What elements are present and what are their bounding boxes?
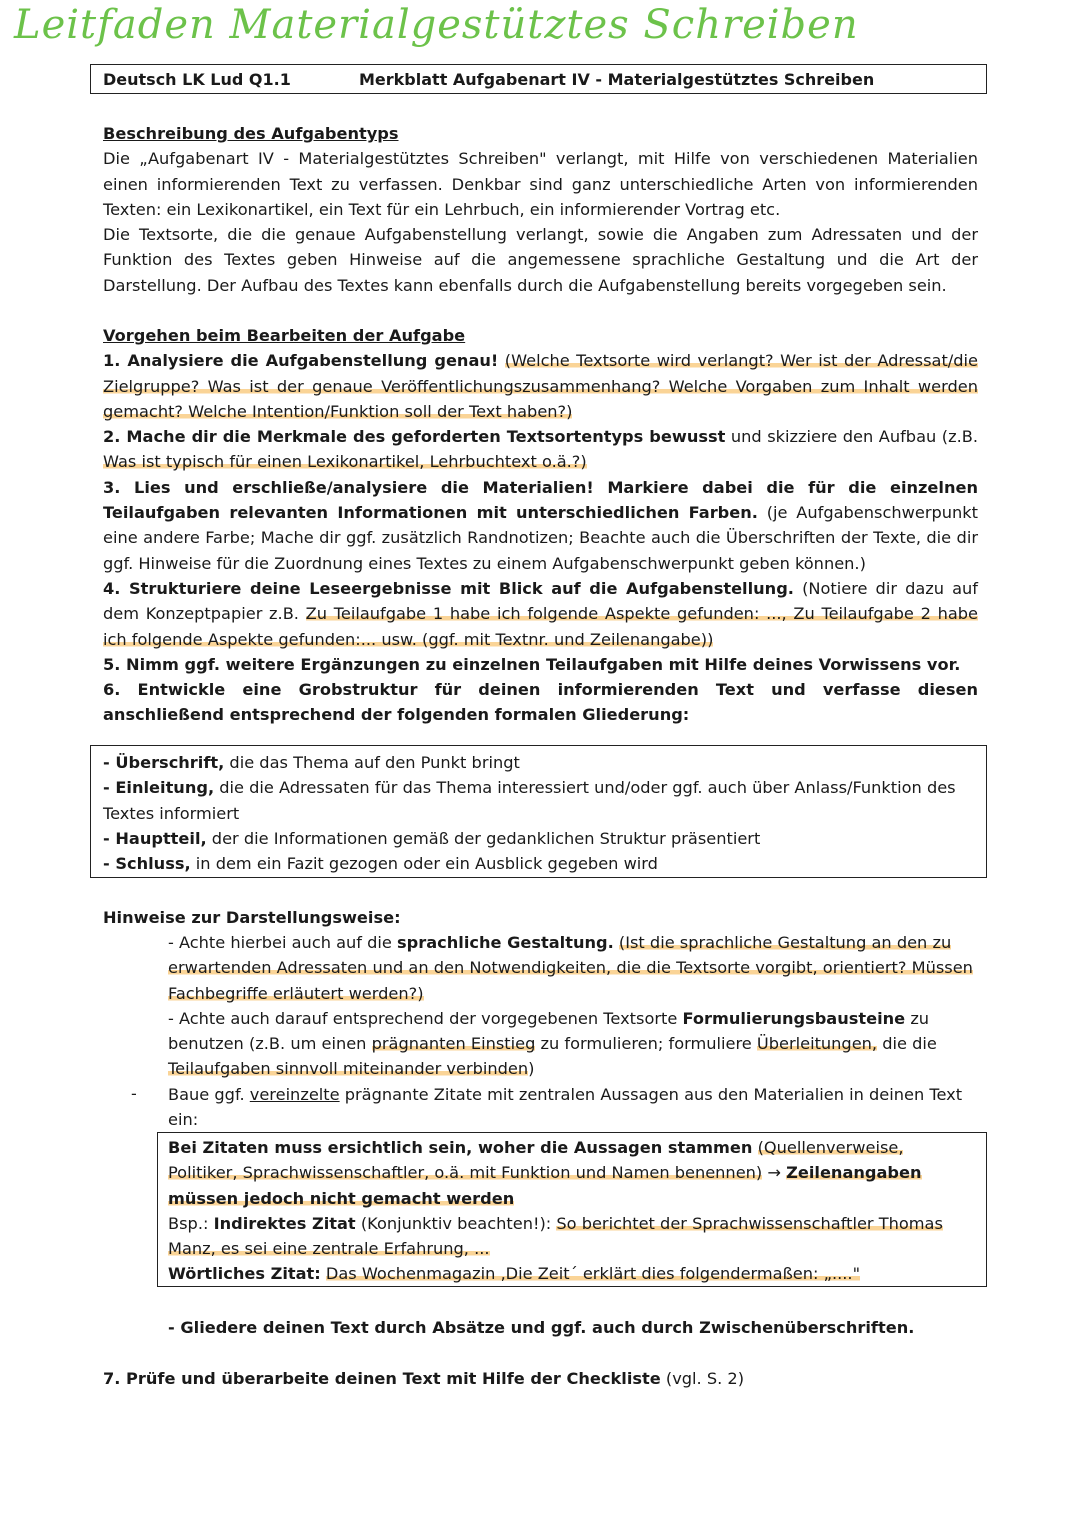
step-5-bold: 5. Nimm ggf. weitere Ergänzungen zu einzelnen Teilaufgaben mit Hilfe deines Vorwissens vor. <box>103 654 961 674</box>
zitate-woertlich <box>168 1261 978 1286</box>
arrow-icon: → <box>767 1163 781 1183</box>
vorgehen-section <box>103 323 978 728</box>
zitate-rule-highlight: (Quellenverweise, Politiker, Sprachwissenschaftler, o.ä. mit Funktion und Namen benennen) <box>168 1138 904 1183</box>
hinweise-heading: Hinweise zur Darstellungsweise: <box>103 908 401 927</box>
hinweis-2-highlight-2: Überleitungen, <box>756 1034 878 1054</box>
zitate-rule <box>168 1135 978 1211</box>
hinweis-3-underlined: vereinzelte <box>249 1084 340 1104</box>
step-2-highlight: Was ist typisch für einen Lexikonartikel, Lehrbuchtext o.ä.?) <box>103 452 587 472</box>
page-title: Leitfaden Materialgestütztes Schreiben <box>14 2 859 48</box>
gliederung-item <box>103 826 978 851</box>
gliederung-bullet: - <box>103 828 116 848</box>
step-2-text: und skizziere den Aufbau (z.B. <box>730 427 978 447</box>
beschreibung-heading: Beschreibung des Aufgabentyps <box>103 124 399 143</box>
hinweis-2-highlight-1: prägnanten Einstieg <box>371 1034 536 1054</box>
zitate-rule-bold: Bei Zitaten muss ersichtlich sein, woher die Aussagen stammen <box>168 1138 753 1157</box>
hinweis-2-bold: Formulierungsbausteine <box>682 1008 906 1028</box>
step-4-highlight: Zu Teilaufgabe 1 habe ich folgende Aspekte gefunden: ..., Zu Teilaufgabe 2 habe ich folgende Aspekte gefunden:... usw. (ggf. mit Textnr. und Zeilenangabe)) <box>103 604 978 649</box>
step-1-text: (Welche Textsorte wird verlangt? Wer ist der Adressat/die Zielgruppe? Was ist der genaue Veröffentlichungszusammenhang? Welche Vorgaben zum Inhalt werden gemacht? Welche Intention/Funktion soll der Text haben?) <box>103 351 978 421</box>
beschreibung-paragraph-2: Die Textsorte, die die genaue Aufgabenstellung verlangt, sowie die Angaben zum Adressaten und der Funktion des Textes geben Hinweise auf die angemessene sprachliche Gestaltung und die Art der Darstellung. Der Aufbau des Textes kann ebenfalls durch die Aufgabenstellung bereits vorgegeben sein. <box>103 225 978 295</box>
gliederung-term: Schluss, <box>115 854 191 874</box>
gliederung-item <box>103 750 978 775</box>
step-2 <box>103 424 978 475</box>
hinweise-list <box>168 930 978 1132</box>
step-1-bold: 1. Analysiere die Aufgabenstellung genau! <box>103 351 499 371</box>
gliederung-bullet: - <box>103 854 116 874</box>
course-label: Deutsch LK Lud Q1.1 <box>103 70 291 89</box>
beschreibung-section <box>103 121 978 298</box>
vorgehen-heading: Vorgehen beim Bearbeiten der Aufgabe <box>103 326 466 345</box>
step-3-text: (je Aufgabenschwerpunkt eine andere Farbe; Mache dir ggf. zusätzlich Randnotizen; Beachte auch die Überschriften der Texte, die dir ggf. Hinweise für die Zuordnung eines Textes zu einem Aufgabenschwerpunkt geben können.) <box>103 503 978 573</box>
gliederung-text: der die Informationen gemäß der gedanklichen Struktur präsentiert <box>206 828 761 848</box>
woertlich-label: Wörtliches Zitat: <box>168 1264 321 1284</box>
zitate-rule-bold-2: Zeilenangaben müssen jedoch nicht gemacht werden <box>168 1163 922 1208</box>
woertlich-example: Das Wochenmagazin ‚Die Zeit´ erklärt dies folgendermaßen: „...." <box>325 1264 861 1284</box>
hinweis-1 <box>168 930 978 1006</box>
zitate-box <box>157 1132 987 1287</box>
step-4-text: (Notiere dir dazu auf dem Konzeptpapier z.B. <box>103 578 978 624</box>
hinweis-4-wrap <box>168 1315 978 1340</box>
hinweis-2-text-c: zu benutzen (z.B. um einen <box>168 1008 930 1054</box>
hinweis-2-text-a: - Achte auch darauf entsprechend der vorgegebenen Textsorte <box>168 1008 678 1028</box>
sheet-title: Merkblatt Aufgabenart IV - Materialgestütztes Schreiben <box>359 70 875 89</box>
step-4 <box>103 576 978 652</box>
gliederung-item <box>103 851 978 876</box>
step-3 <box>103 475 978 576</box>
hinweis-2-text-e: die die <box>882 1034 937 1054</box>
gliederung-text: die die Adressaten für das Thema interessiert und/oder ggf. auch über Anlass/Funktion des Textes informiert <box>103 778 956 823</box>
step-5 <box>103 652 978 677</box>
step-7-text: (vgl. S. 2) <box>665 1369 745 1388</box>
hinweis-1-text: - Achte hierbei auch auf die <box>168 933 392 952</box>
indirekt-label: Indirektes Zitat <box>213 1213 356 1233</box>
header-box <box>90 64 987 94</box>
hinweis-2-text-d: zu formulieren; formuliere <box>540 1034 752 1054</box>
hinweis-1-bold: sprachliche Gestaltung. <box>397 933 614 952</box>
indirekt-example: So berichtet der Sprachwissenschaftler Thomas Manz, es sei eine zentrale Erfahrung, ... <box>168 1213 943 1259</box>
hinweis-2 <box>168 1006 978 1082</box>
step-1 <box>103 348 978 424</box>
hinweis-2-highlight-3: Teilaufgaben sinnvoll miteinander verbinden <box>168 1059 529 1079</box>
step-7-bold: 7. Prüfe und überarbeite deinen Text mit Hilfe der Checkliste <box>103 1369 661 1388</box>
hinweis-3-text-b: prägnante Zitate mit zentralen Aussagen aus den Materialien in deinen Text ein: <box>168 1084 963 1130</box>
gliederung-bullet: - <box>103 753 116 772</box>
hinweis-1-highlight: (Ist die sprachliche Gestaltung an den zu erwartenden Adressaten und an den Notwendigkeiten, die die Textsorte vorgibt, orientiert? Müssen Fachbegriffe erläutert werden?) <box>168 933 973 1003</box>
zitate-indirekt <box>168 1211 978 1262</box>
indirekt-note: (Konjunktiv beachten!): <box>360 1213 552 1233</box>
hinweis-3-text-a: Baue ggf. <box>168 1084 245 1104</box>
gliederung-bullet: - <box>103 778 116 798</box>
gliederung-box <box>90 745 987 878</box>
gliederung-term: Hauptteil, <box>115 828 207 848</box>
bsp-label: Bsp.: <box>168 1213 209 1233</box>
zitate-content <box>168 1135 978 1287</box>
beschreibung-paragraph-1: Die „Aufgabenart IV - Materialgestütztes Schreiben" verlangt, mit Hilfe von verschiedenen Materialien einen informierenden Text zu verfassen. Denkbar sind ganz unterschiedliche Arten von informierenden Texten: ein Lexikonartikel, ein Text für ein Lehrbuch, ein informierender Vortrag etc. <box>103 149 978 219</box>
gliederung-item <box>103 775 978 826</box>
hinweis-3 <box>168 1082 978 1133</box>
step-2-bold: 2. Mache dir die Merkmale des geforderten Textsortentyps bewusst <box>103 427 726 447</box>
step-7 <box>103 1366 978 1391</box>
gliederung-list <box>103 750 978 876</box>
hinweis-4: - Gliedere deinen Text durch Absätze und ggf. auch durch Zwischenüberschriften. <box>168 1318 915 1337</box>
gliederung-term: Einleitung, <box>115 778 215 798</box>
step-6-bold: 6. Entwickle eine Grobstruktur für deinen informierenden Text und verfasse diesen anschließend entsprechend der folgenden formalen Gliederung: <box>103 680 978 725</box>
gliederung-text: die das Thema auf den Punkt bringt <box>224 753 520 772</box>
hinweis-2-text-f: ) <box>528 1059 535 1079</box>
step-3-bold: 3. Lies und erschließe/analysiere die Materialien! Markiere dabei die für die einzelnen Teilaufgaben relevanten Informationen mit unterschiedlichen Farben. <box>103 477 978 523</box>
step-4-bold: 4. Strukturiere deine Leseergebnisse mit Blick auf die Aufgabenstellung. <box>103 578 794 598</box>
gliederung-text: in dem ein Fazit gezogen oder ein Ausblick gegeben wird <box>190 854 658 874</box>
step-6 <box>103 677 978 728</box>
hinweis-3-dash: - <box>131 1084 137 1103</box>
hinweise-heading-wrap <box>103 905 978 930</box>
gliederung-term: Überschrift, <box>115 753 225 772</box>
